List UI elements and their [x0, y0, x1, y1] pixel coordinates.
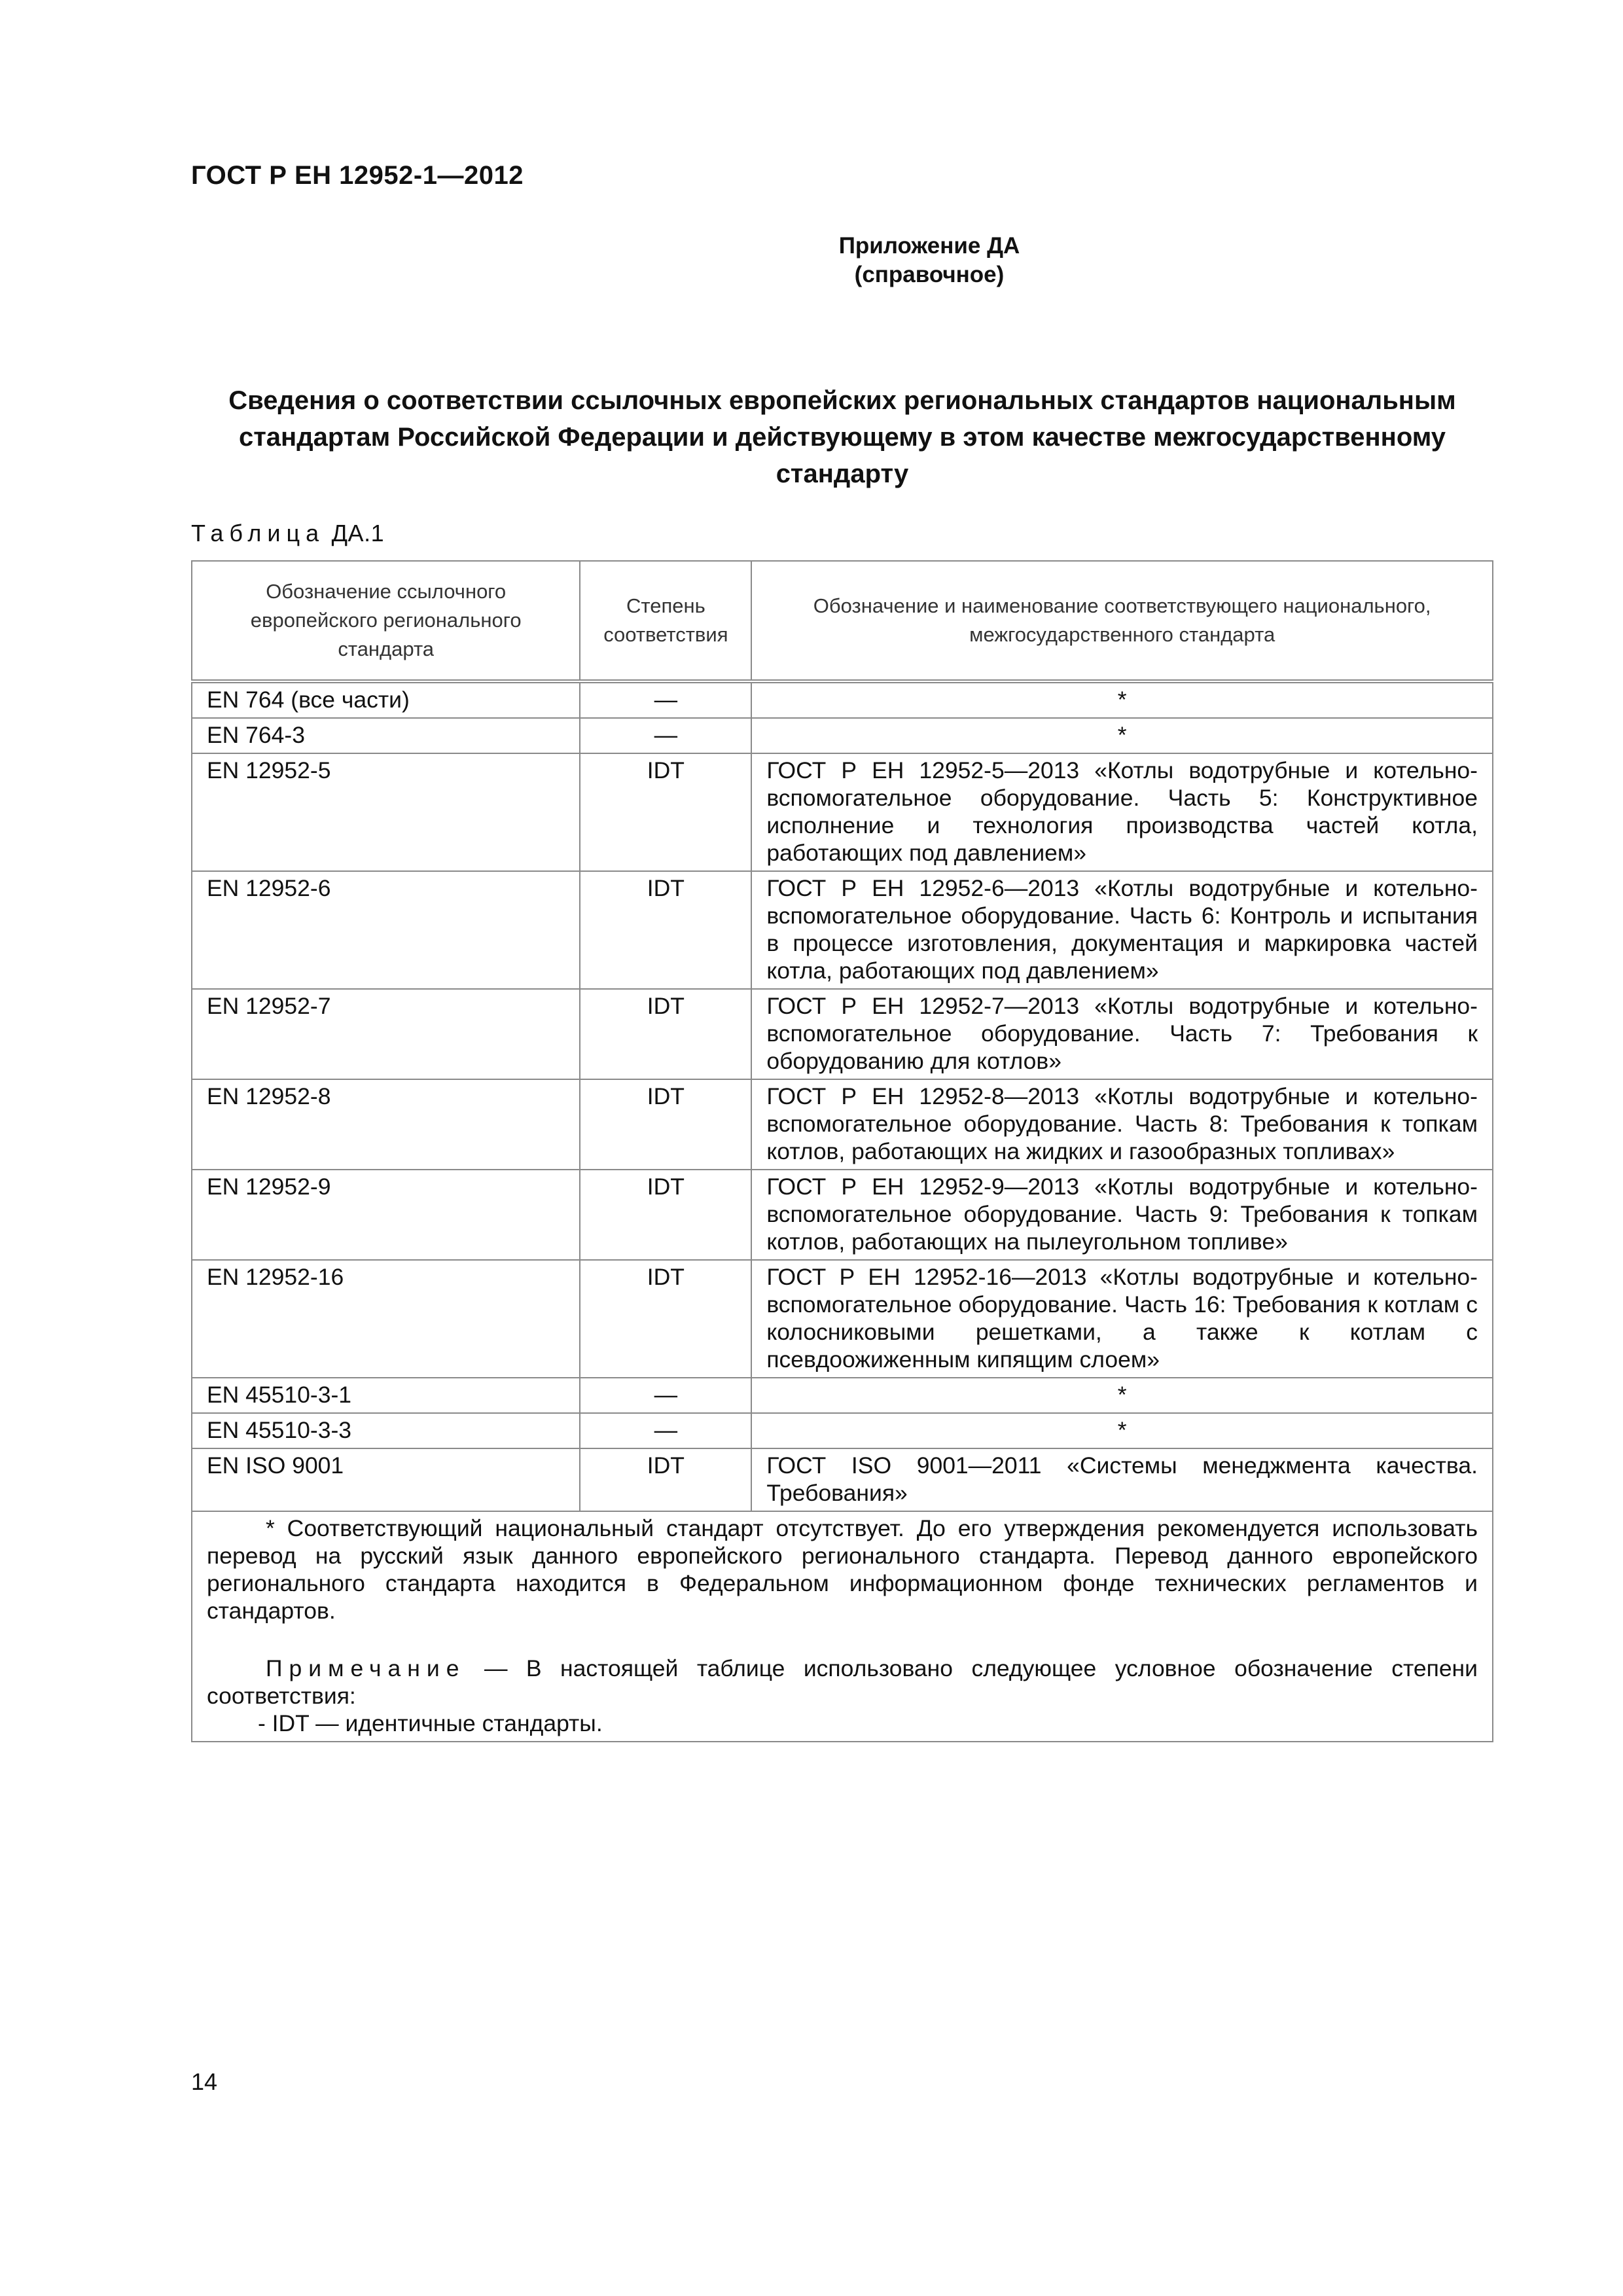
cell-national: *	[751, 718, 1493, 753]
table-row	[192, 1448, 1493, 1511]
cell-degree: —	[580, 718, 751, 753]
appendix-subtitle: (справочное)	[854, 262, 1005, 287]
table-row	[192, 1413, 1493, 1448]
cell-national: ГОСТ Р ЕН 12952-7—2013 «Котлы водотрубные и котельно-вспомогательное оборудование. Часть 7: Требования к оборудованию для котлов»	[751, 989, 1493, 1079]
cell-reference: EN 12952-16	[192, 1260, 580, 1378]
table-row	[192, 1260, 1493, 1378]
header-reference-standard: Обозначение ссылочного европейского регионального стандарта	[192, 561, 580, 681]
footnote-text: * Соответствующий национальный стандарт отсутствует. До его утверждения рекомендуется использовать перевод на русский язык данного европейского регионального стандарта. Перевод данного европейского регионального стандарта находится в Федеральном информационном фонде технических регламентов и стандартов.	[207, 1515, 1478, 1624]
table-row	[192, 681, 1493, 718]
table-row	[192, 1378, 1493, 1413]
cell-reference: EN 764-3	[192, 718, 580, 753]
cell-national: ГОСТ Р ЕН 12952-9—2013 «Котлы водотрубные и котельно-вспомогательное оборудование. Часть 9: Требования к топкам котлов, работающих на пылеугольном топливе»	[751, 1170, 1493, 1260]
table-row	[192, 753, 1493, 871]
cell-degree: IDT	[580, 1448, 751, 1511]
note-label: Примечание	[266, 1655, 466, 1681]
cell-reference: EN 12952-8	[192, 1079, 580, 1170]
table-footnote-row	[192, 1511, 1493, 1742]
table-caption-id: ДА.1	[331, 520, 385, 547]
table-caption	[191, 520, 384, 547]
document-code: ГОСТ Р ЕН 12952-1—2012	[191, 161, 524, 190]
cell-degree: IDT	[580, 1170, 751, 1260]
cell-reference: EN 764 (все части)	[192, 681, 580, 718]
appendix-title: Приложение ДА	[838, 233, 1020, 259]
cell-national: ГОСТ Р ЕН 12952-8—2013 «Котлы водотрубные и котельно-вспомогательное оборудование. Часть 8: Требования к топкам котлов, работающих на жидких и газообразных топливах»	[751, 1079, 1493, 1170]
cell-degree: —	[580, 1378, 751, 1413]
cell-reference: EN ISO 9001	[192, 1448, 580, 1511]
note-item: - IDT — идентичные стандарты.	[258, 1710, 603, 1736]
cell-reference: EN 12952-5	[192, 753, 580, 871]
cell-degree: IDT	[580, 753, 751, 871]
section-title: Сведения о соответствии ссылочных европейских региональных стандартов национальным стандартам Российской Федерации и действующему в этом качестве межгосударственному стандарту	[228, 386, 1456, 488]
cell-national: *	[751, 681, 1493, 718]
table-footnote-cell	[192, 1511, 1493, 1742]
cell-national: *	[751, 1413, 1493, 1448]
table-caption-word: Таблица	[191, 520, 325, 547]
cell-degree: —	[580, 681, 751, 718]
cell-reference: EN 45510-3-3	[192, 1413, 580, 1448]
cell-reference: EN 12952-9	[192, 1170, 580, 1260]
cell-reference: EN 12952-7	[192, 989, 580, 1079]
cell-national: ГОСТ Р ЕН 12952-5—2013 «Котлы водотрубные и котельно-вспомогательное оборудование. Часть 5: Конструктивное исполнение и технология производства частей котла, работающих под давлением»	[751, 753, 1493, 871]
table-row	[192, 1170, 1493, 1260]
cell-national: *	[751, 1378, 1493, 1413]
table-row	[192, 871, 1493, 989]
table-row	[192, 718, 1493, 753]
table-row	[192, 989, 1493, 1079]
table-header-row	[192, 561, 1493, 681]
cell-degree: IDT	[580, 871, 751, 989]
cell-reference: EN 45510-3-1	[192, 1378, 580, 1413]
cell-degree: IDT	[580, 1260, 751, 1378]
cell-national: ГОСТ Р ЕН 12952-6—2013 «Котлы водотрубные и котельно-вспомогательное оборудование. Часть 6: Контроль и испытания в процессе изготовления, документация и маркировка частей котла, работающих под давлением»	[751, 871, 1493, 989]
table-row	[192, 1079, 1493, 1170]
header-degree: Степень соответствия	[580, 561, 751, 681]
cell-degree: —	[580, 1413, 751, 1448]
note-block	[207, 1655, 1478, 1710]
standards-table	[191, 560, 1493, 1742]
cell-degree: IDT	[580, 989, 751, 1079]
cell-reference: EN 12952-6	[192, 871, 580, 989]
note-text: — В настоящей таблице использовано следующее условное обозначение степени соответствия:	[207, 1655, 1478, 1709]
header-national-standard: Обозначение и наименование соответствующего национального, межгосударственного стандарта	[751, 561, 1493, 681]
cell-degree: IDT	[580, 1079, 751, 1170]
cell-national: ГОСТ ISO 9001—2011 «Системы менеджмента качества. Требования»	[751, 1448, 1493, 1511]
cell-national: ГОСТ Р ЕН 12952-16—2013 «Котлы водотрубные и котельно-вспомогательное оборудование. Часть 16: Требования к котлам с колосниковыми решетками, а также к котлам с псевдоожиженным кипящим слоем»	[751, 1260, 1493, 1378]
page-number: 14	[191, 2068, 218, 2095]
